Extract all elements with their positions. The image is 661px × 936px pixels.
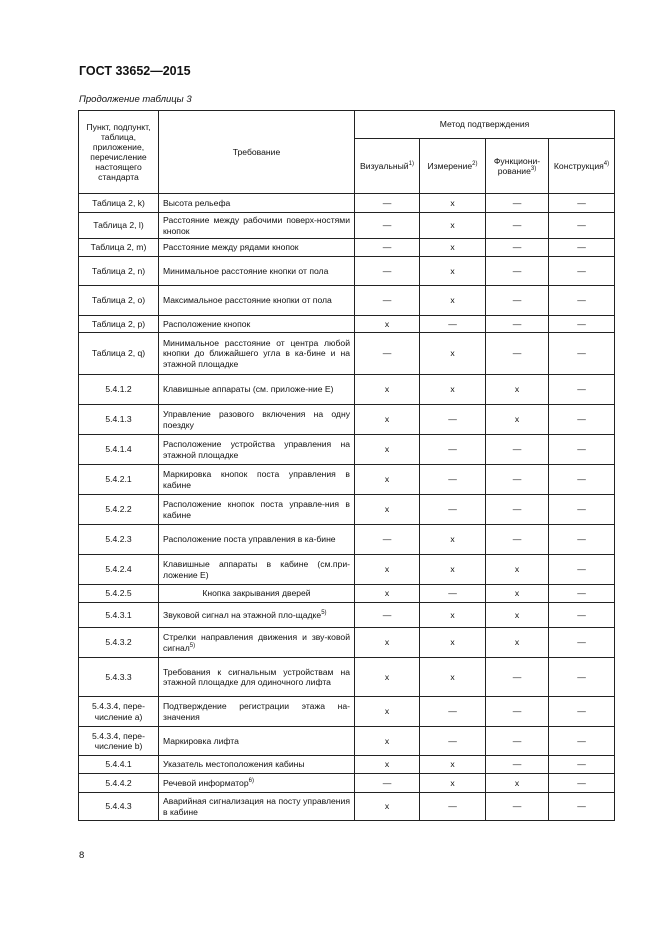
requirement-text: Расположение кнопок поста управле-ния в кабине [163,499,350,520]
clause-cell: 5.4.1.2 [79,375,159,405]
clause-cell: 5.4.2.4 [79,555,159,585]
table-row [79,658,615,697]
visual-mark: х [355,405,420,435]
requirement-text: Расположение кнопок [163,318,251,329]
requirement-text: Аварийная сигнализация на посту управления в кабине [163,796,350,817]
visual-mark: — [355,774,420,793]
measure-mark: — [420,405,486,435]
requirement-cell [159,465,355,495]
design-mark: — [549,585,615,603]
footnote-ref: 5) [321,609,327,616]
header-function: Функциони-рование$^{3)}$ [486,138,549,193]
clause-cell: 5.4.3.2 [79,628,159,658]
design-mark: — [549,316,615,333]
design-mark: — [549,194,615,213]
function-mark: х [486,555,549,585]
requirement-text: Звуковой сигнал на этажной пло-щадке [163,609,322,620]
clause-cell: 5.4.2.1 [79,465,159,495]
table-row [79,697,615,727]
table-row [79,495,615,525]
requirement-text: Высота рельефа [163,197,231,208]
requirement-cell [159,525,355,555]
requirement-cell [159,697,355,727]
requirement-cell [159,257,355,286]
requirement-cell [159,555,355,585]
clause-cell: 5.4.1.3 [79,405,159,435]
table-row [79,628,615,658]
requirement-cell [159,286,355,316]
visual-mark: х [355,495,420,525]
visual-mark: х [355,727,420,756]
table-row [79,375,615,405]
requirement-cell [159,727,355,756]
clause-cell: Таблица 2, q) [79,333,159,375]
measure-mark: х [420,286,486,316]
function-mark: х [486,375,549,405]
requirement-text: Клавишные аппараты в кабине (см.при-ложение Е) [163,559,350,580]
measure-mark: х [420,628,486,658]
visual-mark: — [355,257,420,286]
design-mark: — [549,697,615,727]
requirement-cell [159,628,355,658]
function-mark: — [486,257,549,286]
clause-cell: 5.4.3.4, пере-числение b) [79,727,159,756]
measure-mark: х [420,239,486,257]
table-row [79,257,615,286]
requirement-cell [159,405,355,435]
design-mark: — [549,257,615,286]
clause-cell: 5.4.3.3 [79,658,159,697]
visual-mark: х [355,756,420,774]
clause-cell: Таблица 2, n) [79,257,159,286]
requirement-text: Клавишные аппараты (см. приложе-ние Е) [163,384,334,395]
measure-mark: х [420,756,486,774]
requirement-cell [159,793,355,821]
requirement-cell [159,756,355,774]
header-visual: Визуальный$^{1)}$ [355,138,420,193]
design-mark: — [549,727,615,756]
clause-cell: 5.4.2.5 [79,585,159,603]
standard-title: ГОСТ 33652—2015 [79,64,191,78]
requirement-cell [159,316,355,333]
design-mark: — [549,756,615,774]
measure-mark: х [420,213,486,239]
requirement-cell [159,194,355,213]
requirement-text: Кнопка закрывания дверей [202,588,311,599]
measure-mark: х [420,525,486,555]
clause-cell: Таблица 2, l) [79,213,159,239]
design-mark: — [549,774,615,793]
design-mark: — [549,525,615,555]
requirement-text: Подтверждение регистрации этажа на-значения [163,701,350,722]
footnote-ref: 5) [189,642,196,649]
table-row [79,603,615,628]
design-mark: — [549,405,615,435]
table-row [79,239,615,257]
clause-cell: Таблица 2, p) [79,316,159,333]
function-mark: х [486,405,549,435]
design-mark: — [549,465,615,495]
header-clause: Пункт, подпункт, таблица, приложение, перечисление настоящего стандарта [79,111,159,194]
visual-mark: х [355,793,420,821]
table-row [79,213,615,239]
requirements-table [78,110,615,821]
visual-mark: х [355,316,420,333]
visual-mark: — [355,286,420,316]
footnote-ref: 6) [248,777,254,784]
visual-mark: — [355,239,420,257]
table-row [79,405,615,435]
requirement-cell [159,435,355,465]
design-mark: — [549,213,615,239]
requirement-text: Указатель местоположения кабины [163,759,305,770]
measure-mark: х [420,194,486,213]
visual-mark: х [355,658,420,697]
requirement-cell [159,658,355,697]
design-mark: — [549,435,615,465]
requirement-text: Расположение устройства управления на этажной площадке [163,439,350,460]
clause-cell: 5.4.4.1 [79,756,159,774]
design-mark: — [549,555,615,585]
requirement-text: Расположение поста управления в ка-бине [163,534,336,545]
measure-mark: — [420,697,486,727]
design-mark: — [549,495,615,525]
requirement-text: Расстояние между рабочими поверх-ностями кнопок [163,215,350,236]
design-mark: — [549,333,615,375]
requirement-text: Минимальное расстояние от центра любой кнопки до ближайшего угла в ка-бине и на этажной площадке [163,337,350,369]
function-mark: х [486,603,549,628]
visual-mark: х [355,585,420,603]
design-mark: — [549,658,615,697]
clause-cell: Таблица 2, o) [79,286,159,316]
visual-mark: х [355,375,420,405]
requirement-text: Речевой информатор [163,777,249,788]
table-row [79,555,615,585]
header-requirement: Требование [159,111,355,194]
design-mark: — [549,793,615,821]
table-row [79,774,615,793]
visual-mark: — [355,333,420,375]
header-measure: Измерение$^{2)}$ [420,138,486,193]
measure-mark: х [420,333,486,375]
function-mark: — [486,194,549,213]
clause-cell: Таблица 2, m) [79,239,159,257]
requirement-cell [159,213,355,239]
clause-cell: 5.4.1.4 [79,435,159,465]
header-method: Метод подтверждения [355,111,615,139]
table-row [79,286,615,316]
visual-mark: х [355,555,420,585]
requirement-text: Управление разового включения на одну поездку [163,409,350,430]
function-mark: — [486,727,549,756]
clause-cell: 5.4.3.1 [79,603,159,628]
function-mark: — [486,333,549,375]
visual-mark: х [355,435,420,465]
function-mark: х [486,628,549,658]
clause-cell: 5.4.4.2 [79,774,159,793]
function-mark: — [486,465,549,495]
function-mark: — [486,756,549,774]
table-row [79,793,615,821]
visual-mark: х [355,465,420,495]
clause-cell: 5.4.2.2 [79,495,159,525]
function-mark: — [486,316,549,333]
measure-mark: — [420,793,486,821]
design-mark: — [549,286,615,316]
table-row [79,194,615,213]
table-row [79,727,615,756]
clause-cell: 5.4.2.3 [79,525,159,555]
function-mark: х [486,585,549,603]
table-row [79,585,615,603]
table-row [79,465,615,495]
visual-mark: — [355,194,420,213]
header-row-top [79,111,615,139]
function-mark: — [486,658,549,697]
function-mark: — [486,495,549,525]
requirement-cell [159,774,355,793]
visual-mark: — [355,525,420,555]
design-mark: — [549,375,615,405]
measure-mark: — [420,727,486,756]
table-row [79,756,615,774]
visual-mark: — [355,213,420,239]
requirement-cell [159,585,355,603]
table-caption: Продолжение таблицы 3 [79,94,192,105]
table-row [79,435,615,465]
function-mark: — [486,213,549,239]
requirement-text: Максимальное расстояние кнопки от пола [163,295,332,306]
requirement-text: Расстояние между рядами кнопок [163,242,299,253]
function-mark: — [486,525,549,555]
function-mark: — [486,286,549,316]
design-mark: — [549,239,615,257]
visual-mark: х [355,628,420,658]
measure-mark: — [420,316,486,333]
requirement-text: Маркировка кнопок поста управления в кабине [163,469,350,490]
requirement-cell [159,375,355,405]
measure-mark: х [420,375,486,405]
measure-mark: х [420,603,486,628]
function-mark: — [486,239,549,257]
measure-mark: х [420,774,486,793]
measure-mark: х [420,257,486,286]
table-row [79,333,615,375]
requirement-cell [159,603,355,628]
requirement-cell [159,333,355,375]
clause-cell: Таблица 2, k) [79,194,159,213]
requirement-cell [159,495,355,525]
requirement-cell [159,239,355,257]
measure-mark: — [420,495,486,525]
page-number: 8 [79,850,85,861]
requirement-text: Требования к сигнальным устройствам на этажной площадке для одиночного лифта [163,666,350,687]
requirement-text: Минимальное расстояние кнопки от пола [163,265,329,276]
function-mark: х [486,774,549,793]
design-mark: — [549,603,615,628]
clause-cell: 5.4.3.4, пере-числение а) [79,697,159,727]
design-mark: — [549,628,615,658]
visual-mark: — [355,603,420,628]
measure-mark: х [420,658,486,697]
measure-mark: — [420,585,486,603]
visual-mark: х [355,697,420,727]
table-row [79,525,615,555]
requirement-text: Стрелки направления движения и зву-ковой сигнал [163,632,350,653]
measure-mark: — [420,465,486,495]
header-design: Конструкция$^{4)}$ [549,138,615,193]
function-mark: — [486,697,549,727]
clause-cell: 5.4.4.3 [79,793,159,821]
function-mark: — [486,793,549,821]
requirement-text: Маркировка лифта [163,735,239,746]
table-row [79,316,615,333]
measure-mark: — [420,435,486,465]
function-mark: — [486,435,549,465]
measure-mark: х [420,555,486,585]
